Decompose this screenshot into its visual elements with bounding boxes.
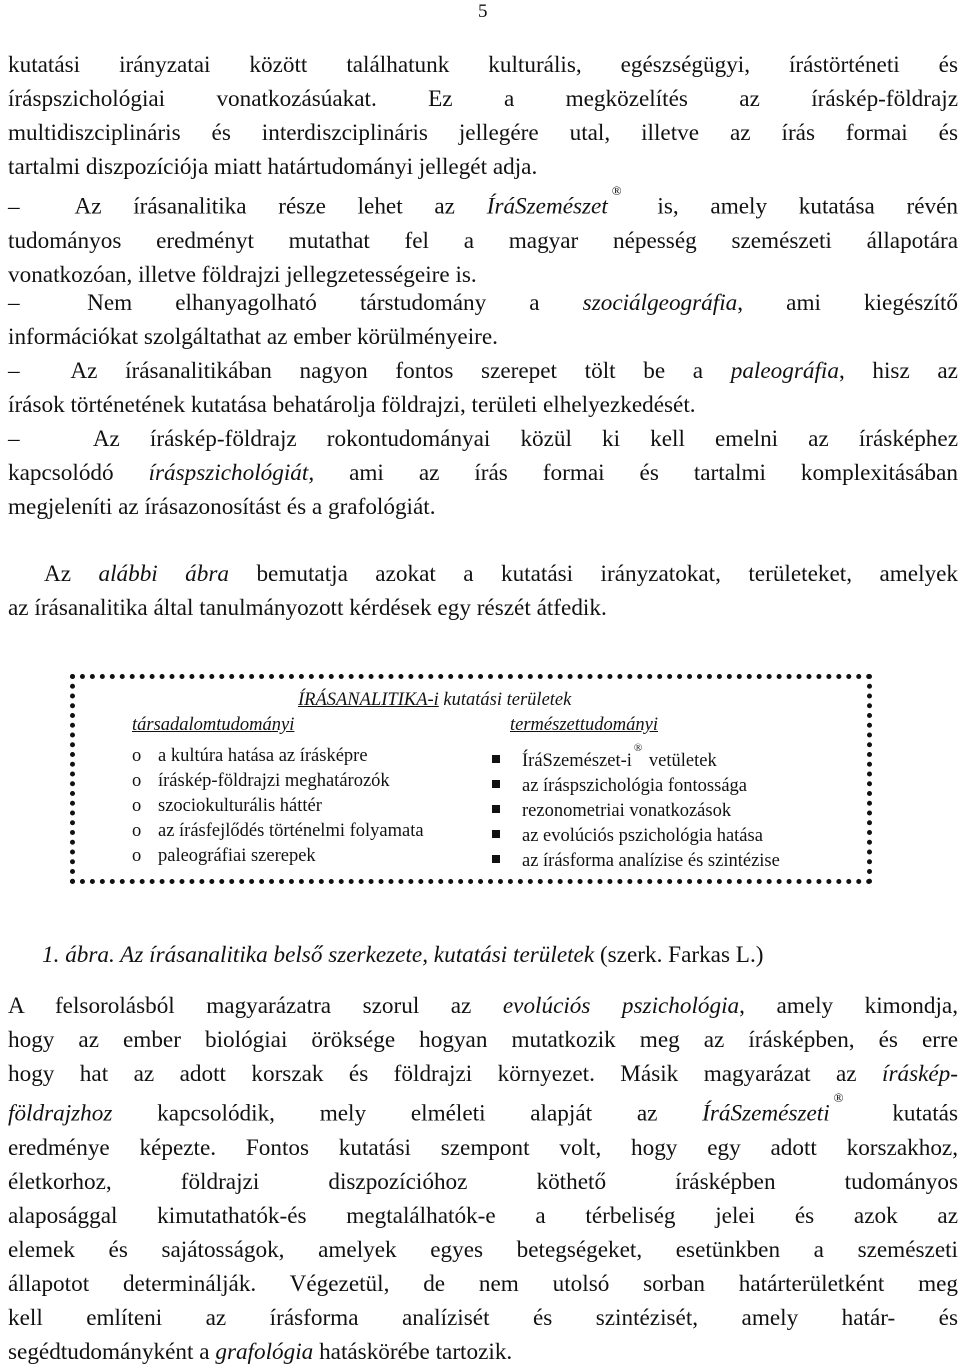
text-line: állapotot determinálják. Végezetül, de nem utolsó sorban határterületként meg <box>8 1270 958 1297</box>
list-item <box>492 849 780 874</box>
text-span: , ami kiegészítő <box>737 290 959 316</box>
text-line: megjeleníti az írásazonosítást és a grafológiát. <box>8 494 436 520</box>
term-alabbi-abra: alábbi ábra <box>98 561 229 587</box>
right-column-heading: természettudományi <box>510 715 658 735</box>
text-span: kapcsolódik, mely elméleti alapját az <box>112 1100 703 1127</box>
closing-paragraph <box>8 989 958 1369</box>
registered-mark: ® <box>833 1090 844 1105</box>
text-line <box>8 354 958 388</box>
text-span: A felsorolásból magyarázatra szorul az <box>8 993 503 1019</box>
list-item-text: vetületek <box>644 751 717 772</box>
list-item <box>132 794 424 819</box>
list-item-text: paleográfiai szerepek <box>158 846 316 866</box>
text-line: alaposággal kimutathatók-és megtalálhatók-e a térbeliség jelei és azok az <box>8 1202 958 1229</box>
text-line <box>8 989 958 1023</box>
list-item <box>492 799 780 824</box>
text-span: , amely kimondja, <box>739 993 958 1019</box>
bullet-circle: o <box>132 746 142 766</box>
text-span: segédtudományként a <box>8 1338 216 1365</box>
caption-title: Az írásanalitika belső szerkezete, kutatási területek <box>114 942 595 968</box>
text-line <box>8 1057 958 1091</box>
text-line: multidiszciplináris és interdiszciplináris jellegére utal, illetve az írás formai és <box>8 120 958 146</box>
left-column-heading: társadalomtudományi <box>132 715 295 735</box>
square-bullet-icon <box>492 755 500 763</box>
list-item <box>132 819 424 844</box>
bullet-circle: o <box>132 796 142 816</box>
text-line: kell említeni az írásforma analízisét és szintézisét, amely határ- és <box>8 1304 958 1331</box>
term-szocialgeografia: szociálgeográfia <box>582 290 738 316</box>
term-paleografia: paleográfia <box>730 358 839 384</box>
list-item <box>132 769 424 794</box>
figure-title-rest: kutatási területek <box>438 690 572 710</box>
registered-mark: ® <box>611 183 622 198</box>
text-span: kapcsolódó <box>8 460 149 486</box>
square-bullet-icon <box>492 780 500 788</box>
page-number: 5 <box>478 1 488 22</box>
list-item-text: az írásfejlődés történelmi folyamata <box>158 821 424 841</box>
term-evolucios-pszichologia: evolúciós pszichológia <box>502 993 740 1019</box>
text-span: Az írásanalitikában nagyon fontos szerepet tölt be a <box>70 358 731 384</box>
caption-credit: (szerk. Farkas L.) <box>594 942 764 968</box>
bullet-szocialgeografia <box>8 286 958 354</box>
text-line: hogy az ember biológiai öröksége hogyan mutatkozik meg az írásképben, és erre <box>8 1027 958 1053</box>
list-item <box>132 744 424 769</box>
figure-title-main: ÍRÁSANALITIKA-i <box>298 690 439 710</box>
text-line: információkat szolgáltathat az ember körülményeire. <box>8 324 498 350</box>
list-item-text: ÍráSzemészet-i <box>522 751 632 772</box>
text-line: az írásanalitika által tanulmányozott kérdések egy részét átfedik. <box>8 595 607 621</box>
text-span: Nem elhanyagolható társtudomány a <box>87 290 583 316</box>
list-item-text: szociokulturális háttér <box>158 796 322 816</box>
term-iraspszichologia: íráspszichológiát, <box>148 460 315 486</box>
text-span: hatáskörébe tartozik. <box>313 1338 513 1365</box>
square-bullet-icon <box>492 855 500 863</box>
text-line <box>8 422 958 456</box>
list-item <box>132 844 424 869</box>
right-list <box>492 744 780 874</box>
text-span: is, amely kutatása révén <box>625 193 958 220</box>
bullet-iraspszichologia <box>8 422 958 524</box>
list-item <box>492 824 780 849</box>
text-span: Az <box>44 561 99 587</box>
term-iraszemeszet: ÍráSzemészet <box>486 193 608 220</box>
text-span: ami az írás formai és tartalmi komplexitásában <box>314 460 958 486</box>
list-item-text: az írásforma analízise és szintézise <box>522 851 780 872</box>
list-item-text: rezonometriai vonatkozások <box>522 801 732 822</box>
dash: – <box>8 193 20 220</box>
text-span: , hisz az <box>838 358 958 384</box>
dash: – <box>8 426 20 452</box>
intro-paragraph <box>8 48 958 184</box>
figure-caption <box>42 938 763 972</box>
text-line: elemek és sajátosságok, amelyek egyes betegségeket, esetünkben a szemészeti <box>8 1236 958 1263</box>
bullet-iraszemeszet <box>8 184 958 292</box>
bullet-circle: o <box>132 821 142 841</box>
bullet-circle: o <box>132 771 142 791</box>
text-span: Az íráskép-földrajz rokontudományai közül ki kell emelni az írásképhez <box>92 426 958 452</box>
text-line: életkorhoz, földrajzi diszpozícióhoz köthető írásképben tudományos <box>8 1168 958 1195</box>
list-item <box>492 774 780 799</box>
list-item <box>492 744 780 774</box>
left-list <box>132 744 424 869</box>
list-item-text: íráskép-földrajzi meghatározók <box>158 771 390 791</box>
text-line <box>8 184 958 224</box>
text-line <box>8 1335 958 1369</box>
text-line <box>8 557 958 591</box>
list-item-text: a kultúra hatása az írásképre <box>158 746 368 766</box>
dash: – <box>8 290 20 316</box>
term-iraszemeszeti: ÍráSzemészeti <box>702 1100 830 1127</box>
bullet-paleografia <box>8 354 958 422</box>
term-iraskep: íráskép- <box>882 1061 958 1087</box>
text-span: hogy hat az adott korszak és földrajzi környezet. Másik magyarázat az <box>8 1061 883 1087</box>
text-line <box>8 1091 958 1131</box>
text-span: Az írásanalitika része lehet az <box>74 193 487 220</box>
text-line: vonatkozóan, illetve földrajzi jellegzetességeire is. <box>8 261 477 288</box>
term-foldrajzhoz: földrajzhoz <box>8 1100 113 1127</box>
text-line <box>8 286 958 320</box>
text-line <box>8 456 958 490</box>
bullet-circle: o <box>132 846 142 866</box>
caption-number: 1. ábra. <box>42 942 115 968</box>
text-line: tudományos eredményt mutathat fel a magyar népesség szemészeti állapotára <box>8 227 958 254</box>
text-span: kutatás <box>847 1100 958 1127</box>
text-line: írások történetének kutatása behatárolja földrajzi, területi elhelyezkedését. <box>8 392 696 418</box>
registered-mark: ® <box>633 742 643 754</box>
list-item-text: az evolúciós pszichológia hatása <box>522 826 763 847</box>
figure-title <box>298 688 571 712</box>
text-line: eredménye képezte. Fontos kutatási szempont volt, hogy egy adott korszakhoz, <box>8 1134 958 1161</box>
text-line: kutatási irányzatai között találhatunk kulturális, egészségügyi, írástörténeti és <box>8 52 958 78</box>
square-bullet-icon <box>492 830 500 838</box>
lead-paragraph <box>8 557 958 625</box>
text-line: tartalmi diszpozíciója miatt határtudományi jellegét adja. <box>8 154 538 180</box>
square-bullet-icon <box>492 805 500 813</box>
dash: – <box>8 358 20 384</box>
text-line: íráspszichológiai vonatkozásúakat. Ez a megközelítés az íráskép-földrajz <box>8 86 958 112</box>
list-item-text: az íráspszichológia fontossága <box>522 776 748 797</box>
term-grafologia: grafológia <box>215 1338 314 1365</box>
text-span: bemutatja azokat a kutatási irányzatokat, területeket, amelyek <box>229 561 958 587</box>
